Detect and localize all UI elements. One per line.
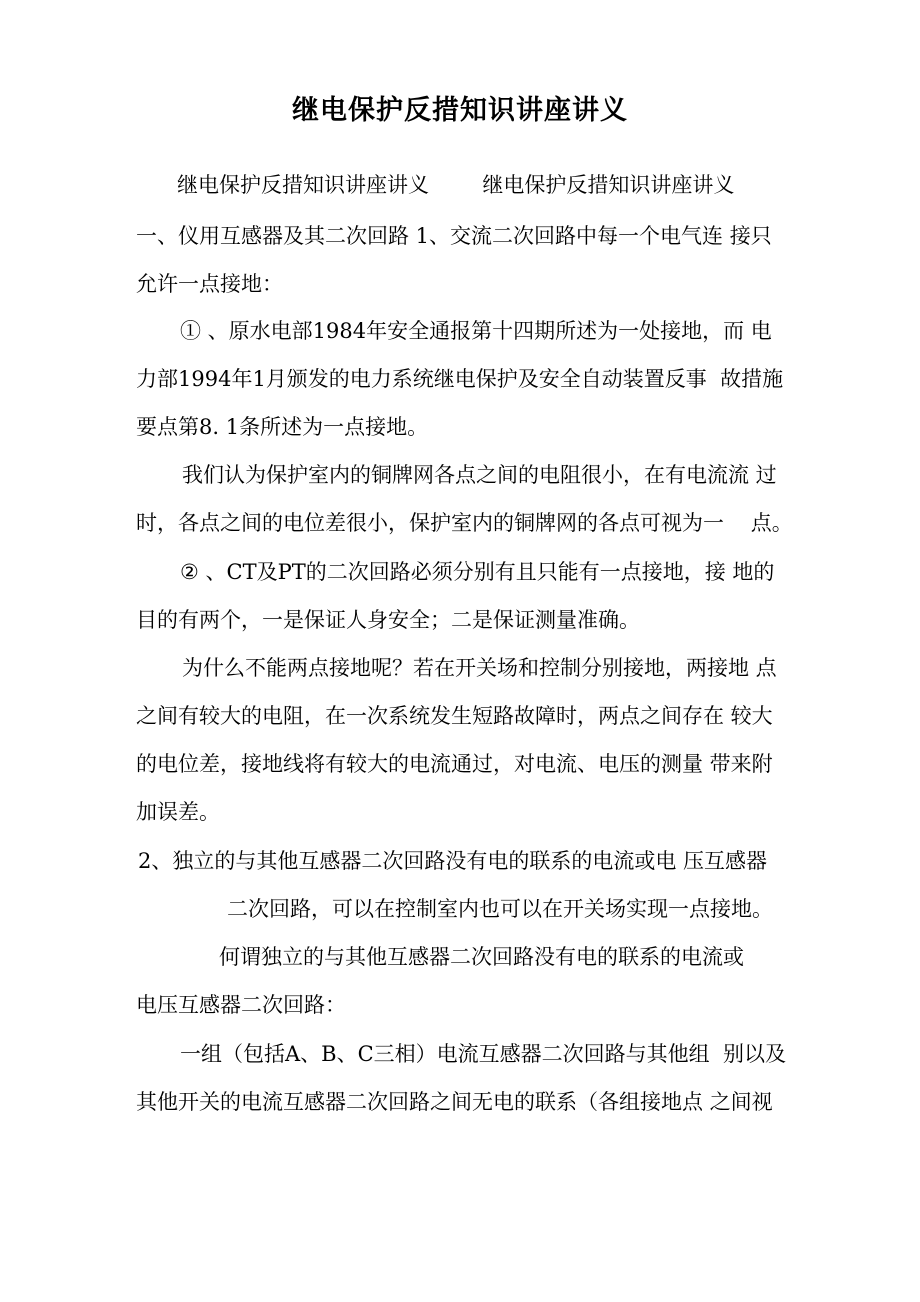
paragraph-line: 允许一点接地： bbox=[136, 272, 283, 296]
paragraph-line: 目的有两个，一是保证人身安全；二是保证测量准确。 bbox=[136, 608, 640, 632]
paragraph-line: 电压互感器二次回路： bbox=[136, 993, 346, 1017]
paragraph-line: 何谓独立的与其他互感器二次回路没有电的联系的电流或 bbox=[219, 945, 744, 969]
paragraph-line: 一组（包括A、B、C三相）电流互感器二次回路与其他组 别以及 bbox=[180, 1042, 787, 1066]
paragraph-line: 要点第8. 1条所述为一点接地。 bbox=[136, 415, 429, 439]
paragraph-line: 加误差。 bbox=[136, 800, 220, 824]
paragraph-line: ② 、CT及PT的二次回路必须分别有且只能有一点接地，接 地的 bbox=[180, 560, 775, 584]
paragraph-line: 时，各点之间的电位差很小，保护室内的铜牌网的各点可视为一 点。 bbox=[136, 511, 793, 535]
paragraph-line: 继电保护反措知识讲座讲义 继电保护反措知识讲座讲义 bbox=[177, 173, 735, 197]
paragraph-line: 二次回路，可以在控制室内也可以在开关场实现一点接地。 bbox=[227, 897, 773, 921]
paragraph-line: 之间有较大的电阻，在一次系统发生短路故障时，两点之间存在 较大 bbox=[136, 704, 773, 728]
paragraph-line: 的电位差，接地线将有较大的电流通过，对电流、电压的测量 带来附 bbox=[136, 752, 773, 776]
paragraph-line: ① 、原水电部1984年安全通报第十四期所述为一处接地，而 电 bbox=[180, 319, 772, 343]
paragraph-line: 一、仪用互感器及其二次回路 1、交流二次回路中每一个电气连 接只 bbox=[136, 224, 772, 248]
document-title: 继电保护反措知识讲座讲义 bbox=[292, 95, 628, 126]
paragraph-line: 其他开关的电流互感器二次回路之间无电的联系（各组接地点 之间视 bbox=[136, 1090, 773, 1114]
paragraph-line: 为什么不能两点接地呢？若在开关场和控制分别接地，两接地 点 bbox=[182, 656, 777, 680]
paragraph-line: 力部1994年1月颁发的电力系统继电保护及安全自动装置反事 故措施 bbox=[136, 367, 784, 391]
paragraph-line: 我们认为保护室内的铜牌网各点之间的电阻很小，在有电流流 过 bbox=[182, 463, 777, 487]
paragraph-line: 2、独立的与其他互感器二次回路没有电的联系的电流或电 压互感器 bbox=[138, 849, 768, 873]
